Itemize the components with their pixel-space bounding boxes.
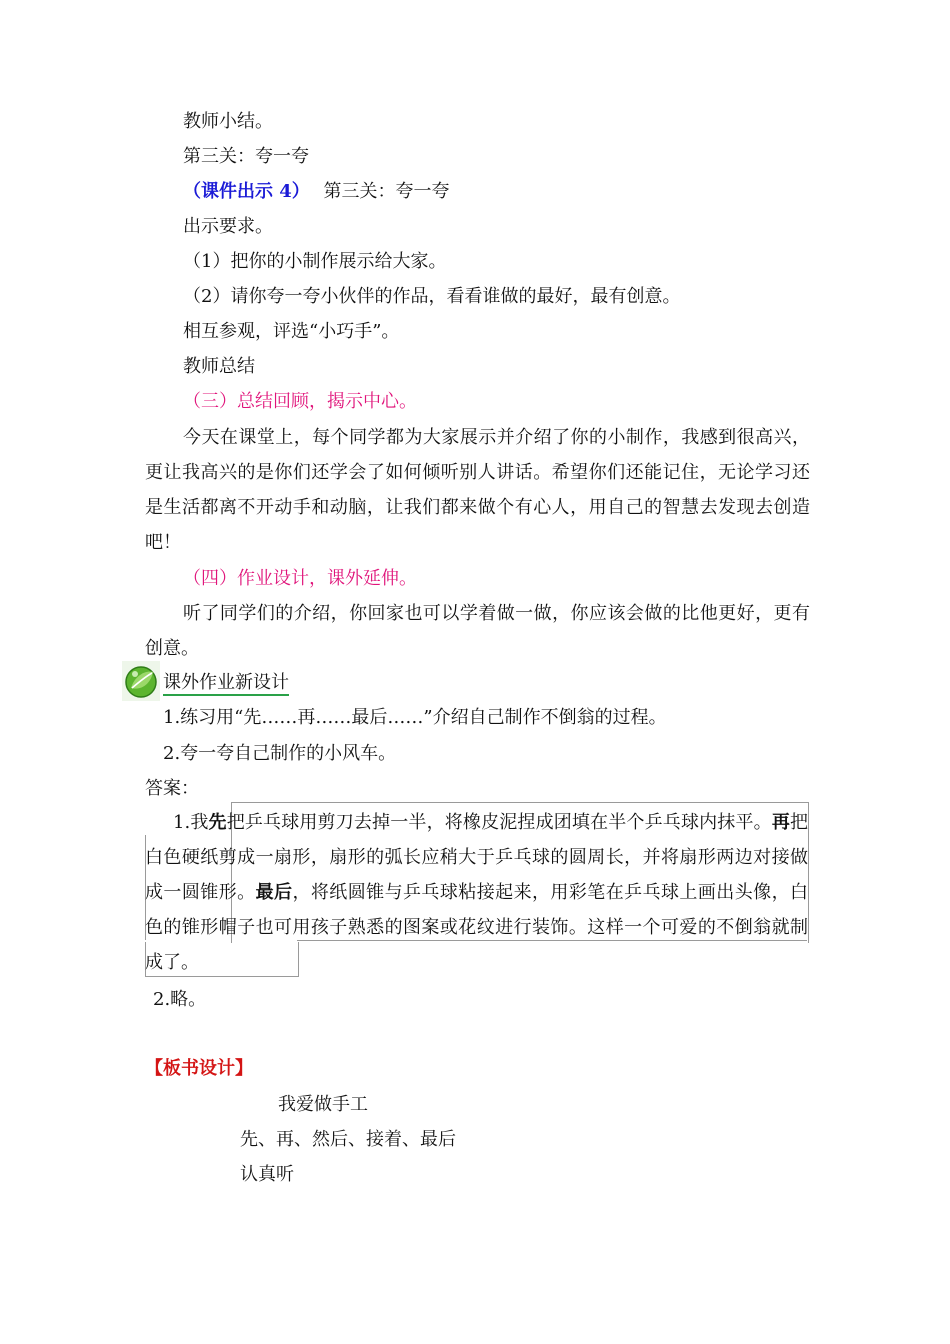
teacher-summary: 教师小结。 <box>183 111 273 132</box>
courseware-tag: （课件出示 4） <box>183 181 310 202</box>
green-leaf-icon <box>122 661 160 701</box>
homework-title-line <box>163 671 289 695</box>
section3-paragraph: 今天在课堂上，每个同学都为大家展示并介绍了你的小制作，我感到很高兴，更让我高兴的是你们还学会了如何倾听别人讲话。希望你们还能记住，无论学习还是生活都离不开动手和动脑，让我们都来做个有心人，用自己的智慧去发现去创造吧！ <box>145 427 810 553</box>
section4-heading: （四）作业设计，课外延伸。 <box>183 568 417 589</box>
homework-item-2: 2.夸一夸自己制作的小风车。 <box>163 743 397 764</box>
keyword-then: 再 <box>771 812 790 833</box>
keyword-first: 先 <box>208 812 227 833</box>
courseware-line <box>183 180 450 204</box>
observe-line: 相互参观，评选“小巧手”。 <box>183 321 400 342</box>
board-design-label: 【板书设计】 <box>145 1058 253 1079</box>
answer-1-box <box>145 802 808 976</box>
homework-item-1: 1.练习用“先……再……最后……”介绍自己制作不倒翁的过程。 <box>163 707 667 728</box>
requirement-2: （2）请你夸一夸小伙伴的作品，看看谁做的最好，最有创意。 <box>183 286 681 307</box>
requirements-label: 出示要求。 <box>183 216 273 237</box>
answer-2: 2.略。 <box>153 989 207 1010</box>
answer-1-part1: 把乒乓球用剪刀去掉一半，将橡皮泥捏成团填在半个乒乓球内抹平。 <box>226 812 772 833</box>
teacher-conclusion: 教师总结 <box>183 356 255 377</box>
level3-title: 第三关：夸一夸 <box>183 146 309 167</box>
answer-1-part2: 把白色硬纸剪成一扇形，扇形的弧长应稍大于乒乓球的圆周长，并将扇形两边对接做成一圆锥形。 <box>145 812 808 903</box>
requirement-1: （1）把你的小制作展示给大家。 <box>183 251 447 272</box>
homework-title: 课外作业新设计 <box>163 672 289 696</box>
board-line-1: 我爱做手工 <box>278 1094 368 1115</box>
answer-1-text <box>145 805 808 980</box>
answer-1-part3: ，将纸圆锥与乒乓球粘接起来，用彩笔在乒乓球上画出头像，白色的锥形帽子也可用孩子熟悉的图案或花纹进行装饰。这样一个可爱的不倒翁就制成了。 <box>145 882 809 973</box>
answer-label: 答案： <box>145 778 199 799</box>
keyword-finally: 最后 <box>255 882 293 903</box>
courseware-text: 第三关：夸一夸 <box>323 181 450 202</box>
board-line-2: 先、再、然后、接着、最后 <box>240 1129 456 1150</box>
section3-heading: （三）总结回顾，揭示中心。 <box>183 391 417 412</box>
board-line-3: 认真听 <box>240 1164 294 1185</box>
answer-1-num: 1.我 <box>173 812 209 833</box>
section4-paragraph: 听了同学们的介绍，你回家也可以学着做一做，你应该会做的比他更好，更有创意。 <box>145 603 810 659</box>
